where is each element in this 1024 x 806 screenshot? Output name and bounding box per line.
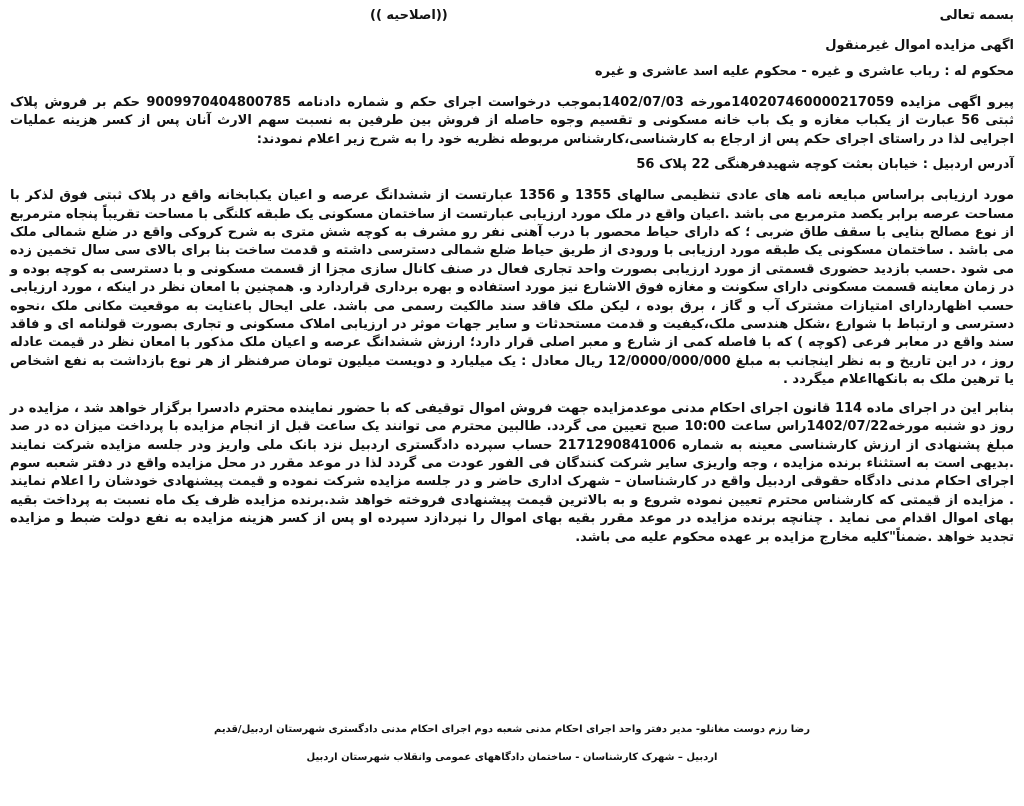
header-row	[10, 8, 1014, 32]
basmala: بسمه تعالی	[939, 8, 1014, 23]
parties-line: محکوم له : رباب عاشری و غیره - محکوم علیه اسد عاشری و غیره	[594, 64, 1014, 79]
appraisal-paragraph: مورد ارزیابی براساس مبایعه نامه های عادی تنظیمی سالهای 1355 و 1356 عبارتست از ششدانگ عرصه و اعیان یکبابخانه واقع در پلاک ثبتی فوق لذکر با مساحت عرصه برابر یکصد مترمربع می باشد .اعیان واقع در ملک مورد ارزیابی عبارتست از ساختمان مسکونی یک طبقه کلنگی با مساحت تقریباً پنجاه مترمربع از نوع مصالح بنایی با سقف طاق ضربی ؛ که دارای حیاط محصور با درب آهنی نفر رو مشرف به کوچه شش متری به شرح کروکی واقع در ضلع شمالی ملک می باشد . ساختمان مسکونی یک طبقه مورد ارزیابی با ورودی از طریق حیاط ضلع شمالی دسترسی داشته و قدمت ساخت بنا برای بالای سی سال تخمین زده می شود .حسب بازدید حضوری قسمتی از مورد ارزیابی بصورت واحد تجاری فعال در صنف کانال سازی مجزا از قسمت مسکونی و با دسترسی به کوچه بوده و در زمان معاینه قسمت مسکونی دارای سکونت و مغازه فوق الاشارع نیز مورد استفاده و بهره برداری قراردارد و. همچنین با امعان نظر در اینکه ، مورد ارزیابی حسب اظهاردارای امتیازات مشترک آب و گاز ، برق بوده ، لیکن ملک فاقد سند مالکیت رسمی می باشد. علی ایحال باعنایت به موقعیت مکانی ملک ،نحوه دسترسی و ارتباط با شوارع ،شکل هندسی ملک،کیفیت و قدمت مستحدثات و سایر جهات موثر در ارزیابی املاک مسکونی و تجاری بصورت قولنامه ای و فاقد سند واقع در معابر فرعی (کوچه ) که با فاصله کمی از شارع و معبر اصلی قرار دارد؛ ارزش ششدانگ عرصه و اعیان ملک مذکور با امعان نظر در قیمت عادله روز ، در این تاریخ و به نظر اینجانب به مبلغ 12/0000/000/000 ریال معادل : یک میلیارد و دویست میلیون تومان صرفنظر از هر نوع بازداشت به نفع اشخاص یا ترهین ملک به بانکهااعلام میگردد .	[10, 188, 1015, 388]
intro-paragraph: پیرو اگهی مزایده 140207460000217059مورخه 1402/07/03بموجب درخواست اجرای حکم و شماره دادنامه 9009970404800785 حکم بر فروش پلاک ثبتی 56 عبارت از یکباب مغازه و یک باب خانه مسکونی و تقسیم وجوه حاصله از فروش بین طرفین به نسبت سهم الارث آنان پس از کسر هزینه عملیات اجرایی لذا در راستای اجرای حکم پس از ارجاع به کارشناسی،کارشناس مربوطه نظریه خود را به شرح زیر اعلام نمودند:	[10, 95, 1014, 147]
correction-label: ((اصلاحیه ))	[370, 8, 448, 23]
auction-terms-paragraph: بنابر این در اجرای ماده 114 قانون اجرای احکام مدنی موعدمزایده جهت فروش اموال توقیفی که با حضور نماینده محترم دادسرا برگزار خواهد شد ، مزایده در روز دو شنبه مورخه1402/07/22راس ساعت 10:00 صبح تعیین می گردد. طالبین محترم می توانند یک ساعت قبل از انجام مزایده با پرداخت میزان ده در صد مبلغ پشنهادی از ارزش کارشناسی معینه به شماره 2171290841006 حساب سپرده دادگستری اردبیل نزد بانک ملی واریز ودر جلسه مزایده شرکت نمایند .بدیهی است به استثناء برنده مزایده ، وجه واریزی سایر شرکت کنندگان فی الفور عودت می گردد لذا در موعد مقرر در محل مزایده واقع در دفتر شعبه سوم اجرای احکام مدنی دادگاه حقوقی اردبیل واقع در کارشناسان – شهرک اداری حاضر و در جلسه مزایده شرکت نموده و قیمت پیشنهادی خودشان را اعلام نمایند . مزایده از قیمتی که کارشناس محترم تعیین نموده شروع و به بالاترین قیمت پیشنهادی فروخته خواهد شد.برنده مزایده ظرف یک ماه نسبت به پرداخت بقیه بهای اموال اقدام می نماید . چنانچه برنده مزایده در موعد مقرر بقیه بهای اموال را نپردازد سپرده او پس از کسر هزینه مزایده به نفع دولت ضبط و مزایده تجدید خواهد .ضمناً"کلیه مخارج مزایده بر عهده محکوم علیه می باشد.	[10, 400, 1015, 545]
notice-title: اگهی مزایده اموال غیرمنقول	[825, 38, 1014, 53]
footer-address: اردبیل – شهرک کارشناسان - ساختمان دادگاههای عمومی وانقلاب شهرستان اردبیل	[306, 752, 718, 763]
footer-signature: رضا رزم دوست مغانلو- مدیر دفتر واحد اجرای احکام مدنی شعبه دوم اجرای احکام مدنی دادگستری شهرستان اردبیل/قدیم	[214, 724, 810, 735]
property-address: آدرس اردبیل : خیابان بعثت کوچه شهیدفرهنگی 22 پلاک 56	[636, 157, 1014, 173]
